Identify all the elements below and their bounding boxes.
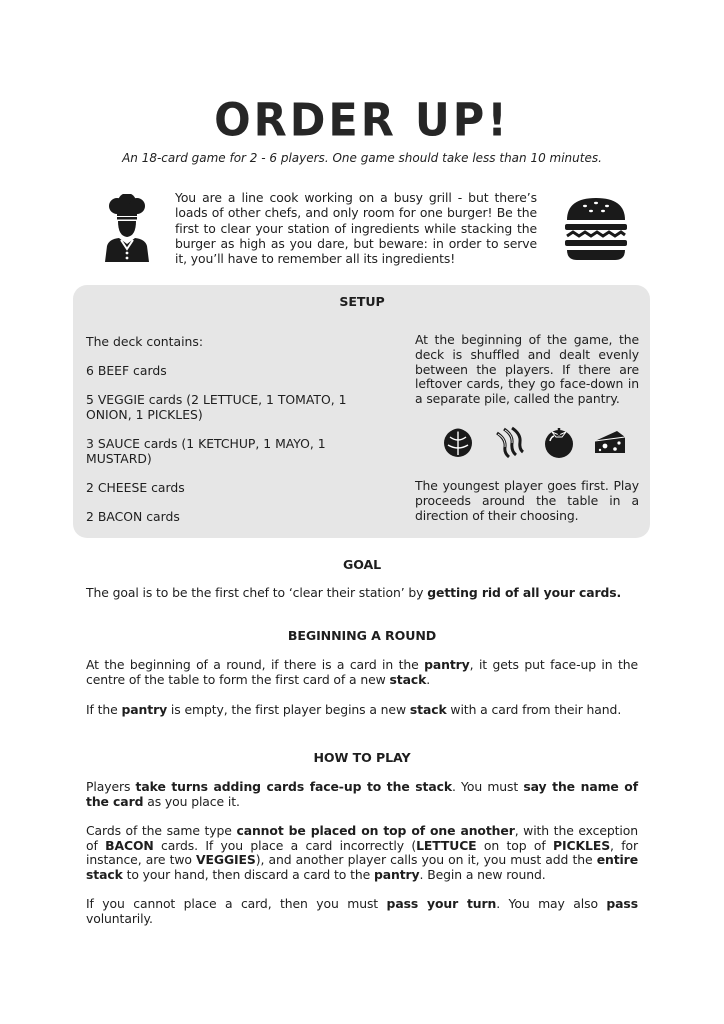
emphasis-text: cannot be placed on top of one another [236, 823, 515, 838]
setup-deal-text: At the beginning of the game, the deck is shuffled and dealt evenly between the players. If there are leftover cards, they go face-down in a separate pile, called the pantry. [415, 332, 639, 407]
round-paragraph-2 [86, 703, 638, 718]
emphasis-text: pantry [121, 702, 168, 717]
goal-heading: GOAL [342, 557, 382, 572]
deck-item: 6 BEEF cards [86, 363, 167, 378]
text-run: If the [86, 702, 122, 717]
emphasis-text: take turns adding cards face-up to the stack [135, 779, 452, 794]
text-run: Cards of the same type [86, 823, 237, 838]
text-run: on top of [476, 837, 554, 853]
text-run: cards. If you place a card incorrectly ( [153, 837, 417, 853]
text-run: . Begin a new round. [419, 866, 546, 882]
burger-icon [563, 196, 629, 262]
text-run: , with the exception of [86, 823, 638, 853]
emphasis-text: getting rid of all your cards. [427, 585, 622, 600]
howto-paragraph-3 [86, 897, 638, 926]
text-run: At the beginning of a round, if there is a card in the [86, 657, 425, 672]
emphasis-text: PICKLES [553, 837, 611, 853]
text-run: ), and another player calls you on it, you must add the [255, 852, 597, 868]
deck-item: 2 BACON cards [86, 509, 180, 524]
deck-contents [86, 334, 386, 538]
onion-icon [492, 425, 526, 459]
text-run: , for instance, are two [86, 837, 638, 868]
text-run: Players [86, 779, 136, 794]
text-run: If you cannot place a card, then you must [86, 896, 387, 911]
intro-text: You are a line cook working on a busy grill - but there’s loads of other chefs, and only room for one burger! Be the first to clear your station of ingredients while stacking the burger as high as you dare, but beware: in order to serve it, you’ll have to remember all its ingredients! [175, 190, 537, 267]
emphasis-text: pass [606, 896, 638, 911]
text-run: voluntarily. [86, 910, 153, 926]
lettuce-icon [441, 425, 475, 459]
emphasis-text: pass your turn [386, 896, 497, 911]
emphasis-text: LETTUCE [416, 837, 477, 853]
goal-text [86, 586, 638, 601]
text-run: with a card from their hand. [446, 702, 622, 717]
text-run: , it gets put face-up in the centre of the table to form the first card of a new [86, 657, 638, 687]
text-run: as you place it. [143, 793, 240, 809]
howto-paragraph-1 [86, 780, 638, 809]
text-run: to your hand, then discard a card to the [122, 866, 374, 882]
howto-heading: HOW TO PLAY [313, 750, 411, 765]
round-paragraph-1 [86, 658, 638, 687]
text-run: . [426, 671, 431, 687]
deck-item: 3 SAUCE cards (1 KETCHUP, 1 MAYO, 1 MUSTARD) [86, 436, 326, 466]
cheese-icon [593, 425, 627, 459]
chef-icon [103, 194, 151, 262]
page-title: ORDER UP! [214, 94, 510, 148]
subtitle: An 18-card game for 2 - 6 players. One game should take less than 10 minutes. [122, 151, 602, 165]
emphasis-text: VEGGIES [196, 852, 256, 868]
emphasis-text: entire stack [86, 852, 638, 882]
emphasis-text: pantry [373, 866, 420, 882]
emphasis-text: stack [409, 702, 447, 717]
setup-first-player-text: The youngest player goes first. Play proceeds around the table in a direction of their choosing. [415, 478, 639, 523]
emphasis-text: stack [389, 671, 427, 687]
text-run: is empty, the first player begins a new [167, 702, 410, 717]
deck-intro: The deck contains: [86, 334, 204, 349]
tomato-icon [542, 425, 576, 459]
text-run: The goal is to be the first chef to ‘clear their station’ by [86, 585, 428, 600]
deck-item: 2 CHEESE cards [86, 480, 185, 495]
howto-paragraph-2 [86, 824, 638, 882]
emphasis-text: BACON [105, 837, 154, 853]
text-run: . You may also [496, 896, 607, 911]
setup-heading: SETUP [339, 294, 385, 309]
emphasis-text: pantry [424, 657, 470, 672]
deck-item: 5 VEGGIE cards (2 LETTUCE, 1 TOMATO, 1 ONION, 1 PICKLES) [86, 392, 347, 422]
emphasis-text: say the name of the card [86, 779, 638, 809]
round-heading: BEGINNING A ROUND [287, 628, 437, 643]
text-run: . You must [451, 779, 524, 794]
